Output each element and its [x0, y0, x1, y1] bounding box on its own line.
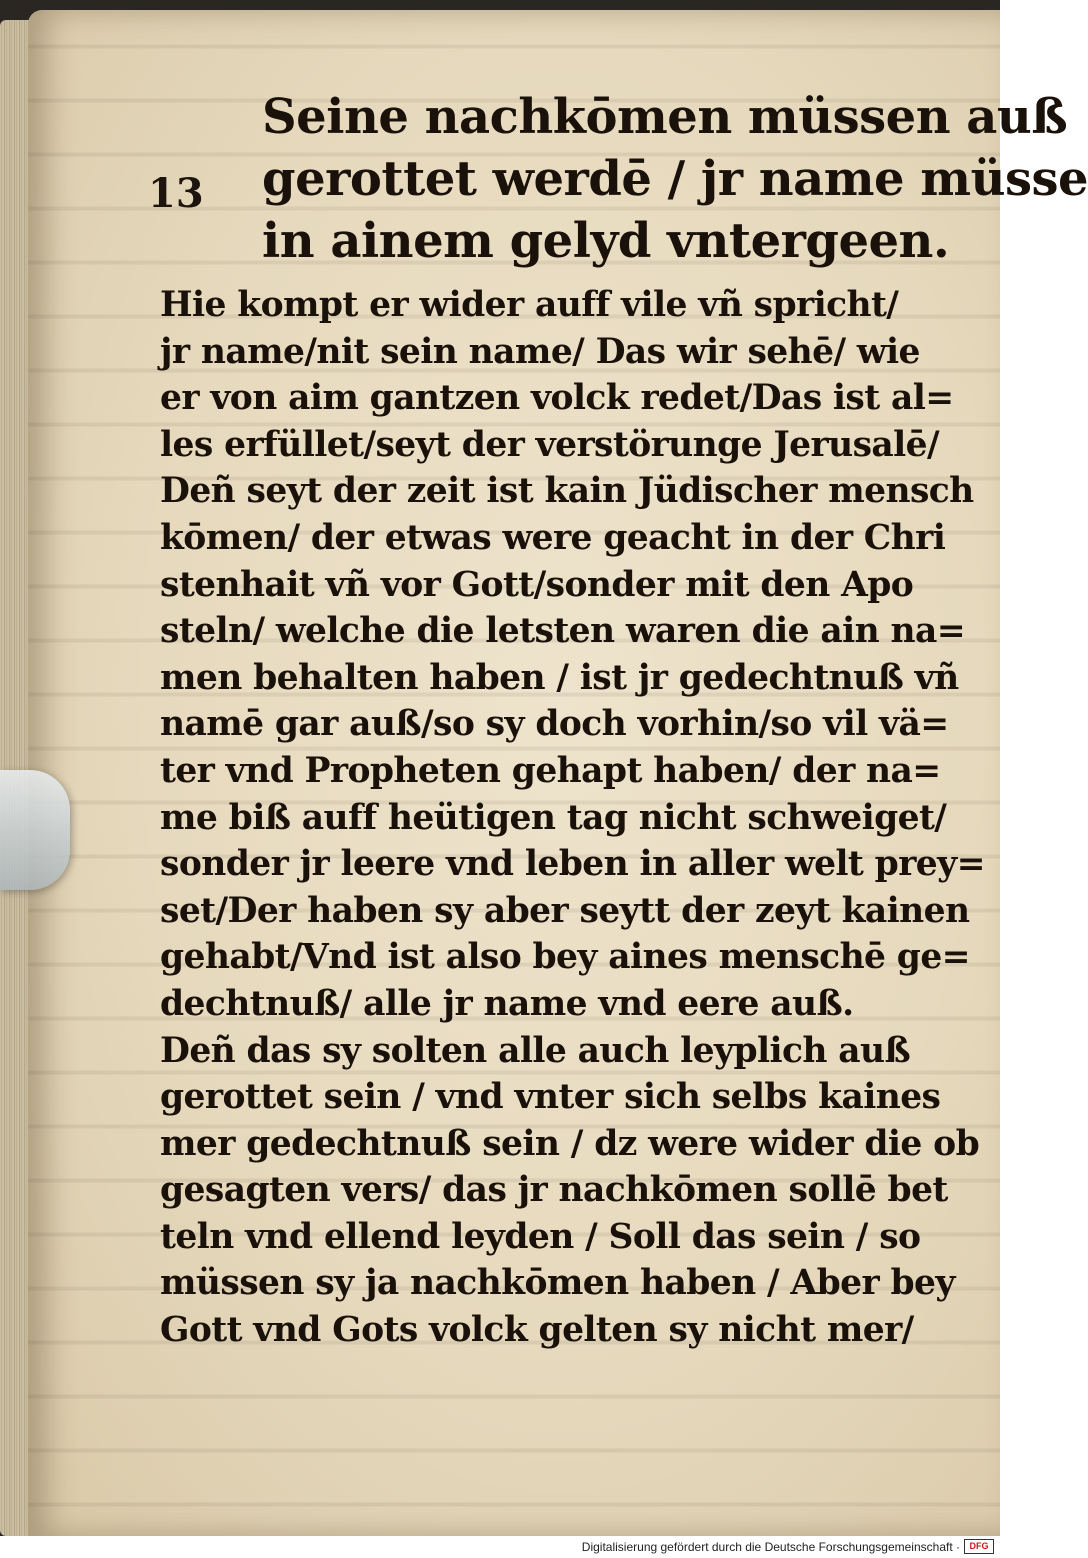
- footer-bar: [0, 1536, 1000, 1558]
- text-line: namē gar auß/so sy doch vorhin/so vil vä=: [160, 704, 949, 745]
- text-line: kōmen/ der etwas were geacht in der Chri: [160, 517, 946, 558]
- text-line: gerottet sein / vnd vnter sich selbs kaines: [160, 1077, 941, 1118]
- page-clip: [0, 770, 70, 890]
- text-line: stenhait vñ vor Gott/sonder mit den Apo: [160, 564, 914, 605]
- text-line: jr name/nit sein name/ Das wir sehē/ wie: [160, 331, 920, 372]
- text-line: teln vnd ellend leyden / Soll das sein / so: [160, 1216, 921, 1257]
- text-line: me biß auff heütigen tag nicht schweiget/: [160, 797, 947, 838]
- heading-verse: [262, 86, 1088, 272]
- text-line: mer gedechtnuß sein / dz were wider die ob: [160, 1123, 980, 1164]
- text-line: steln/ welche die letsten waren die ain na=: [160, 611, 966, 652]
- body-text: [160, 282, 985, 1354]
- text-line: sonder jr leere vnd leben in aller welt prey=: [160, 844, 985, 885]
- text-line: dechtnuß/ alle jr name vnd eere auß.: [160, 983, 854, 1024]
- heading-line: in ainem gelyd vntergeen.: [262, 213, 950, 269]
- text-line: Hie kompt er wider auff vile vñ spricht/: [160, 285, 899, 325]
- text-line: ter vnd Propheten gehapt haben/ der na=: [160, 750, 941, 791]
- text-line: les erfüllet/seyt der verstörunge Jerusalē/: [160, 424, 940, 465]
- page-number: 13: [148, 170, 204, 217]
- heading-line: gerottet werdē / jr name müsse: [262, 151, 1088, 207]
- text-line: set/Der haben sy aber seytt der zeyt kainen: [160, 890, 970, 931]
- text-line: gesagten vers/ das jr nachkōmen sollē bet: [160, 1170, 948, 1211]
- text-line: gehabt/Vnd ist also bey aines menschē ge=: [160, 937, 970, 978]
- dfg-logo-icon: DFG: [964, 1539, 994, 1554]
- text-line: Deñ seyt der zeit ist kain Jüdischer mensch: [160, 471, 974, 512]
- text-line: Gott vnd Gots volck gelten sy nicht mer/: [160, 1310, 914, 1351]
- text-line: müssen sy ja nachkōmen haben / Aber bey: [160, 1263, 955, 1304]
- text-line: Deñ das sy solten alle auch leyplich auß: [160, 1030, 911, 1071]
- heading-line: Seine nachkōmen müssen auß: [262, 89, 1068, 145]
- text-line: men behalten haben / ist jr gedechtnuß vñ: [160, 657, 959, 698]
- digitization-credit: Digitalisierung gefördert durch die Deutsche Forschungsgemeinschaft ·: [581, 1540, 960, 1554]
- text-line: er von aim gantzen volck redet/Das ist al=: [160, 378, 954, 419]
